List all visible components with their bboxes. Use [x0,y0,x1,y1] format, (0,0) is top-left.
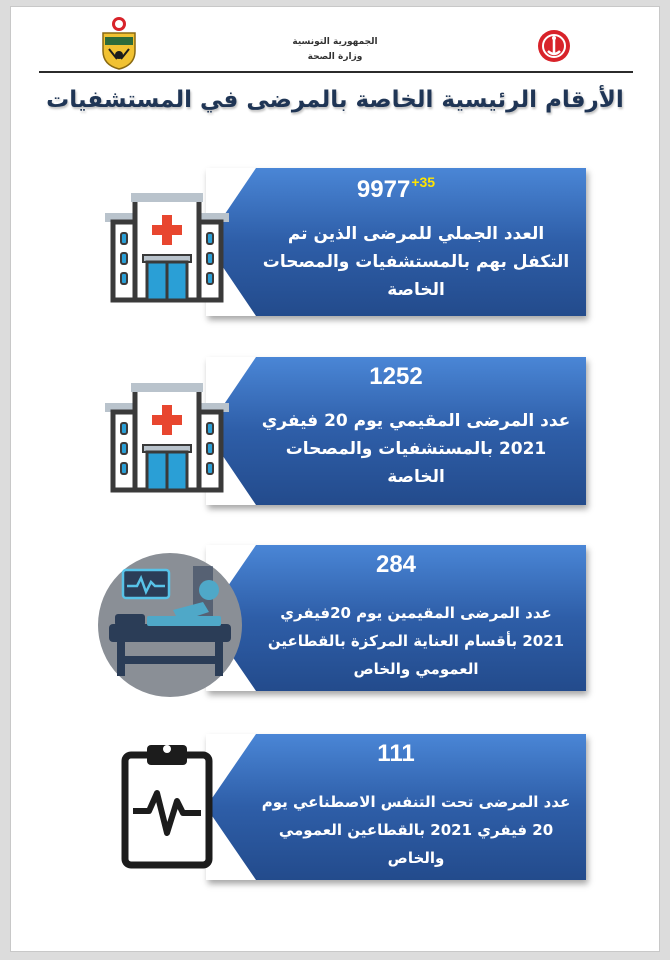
stat-description: عدد المرضى تحت التنفس الاصطناعي يوم 20 فيفري 2021 بالقطاعين العمومي والخاص [261,793,571,867]
header-ministry: وزارة الصحة [307,52,363,62]
stat-card-ventilated-patients [206,734,586,880]
stat-value: 1252 [369,363,423,390]
stat-value: 111 [377,740,415,767]
clipboard-heartbeat-icon [119,741,215,869]
page-title: الأرقام الرئيسية الخاصة بالمرضى في المستشفيات [46,87,624,113]
stat-description: عدد المرضى المقيمي يوم 20 فيفري 2021 بالمستشفيات والمصحات الخاصة [261,411,571,487]
document-page [10,6,660,952]
stat-value: $9977^{+35}$ [356,174,436,203]
hospital-icon [105,383,229,493]
stat-increment: +35 [411,174,436,190]
stat-card-inpatients [206,357,586,505]
stat-card-total-patients [206,168,586,316]
stat-description: العدد الجملي للمرضى الذين تم التكفل بهم بالمستشفيات والمصحات الخاصة [262,224,570,300]
header-divider [39,71,633,73]
stat-value: 284 [375,551,417,578]
stat-description: عدد المرضى المقيمين يوم 20فيفري 2021 بأقسام العناية المركزة بالقطاعين العمومي والخاص [267,604,565,678]
icu-bed-icon [97,552,243,698]
header-country: الجمهورية التونسية [292,37,378,47]
hospital-icon [105,193,229,303]
stat-card-icu-patients [206,545,586,691]
